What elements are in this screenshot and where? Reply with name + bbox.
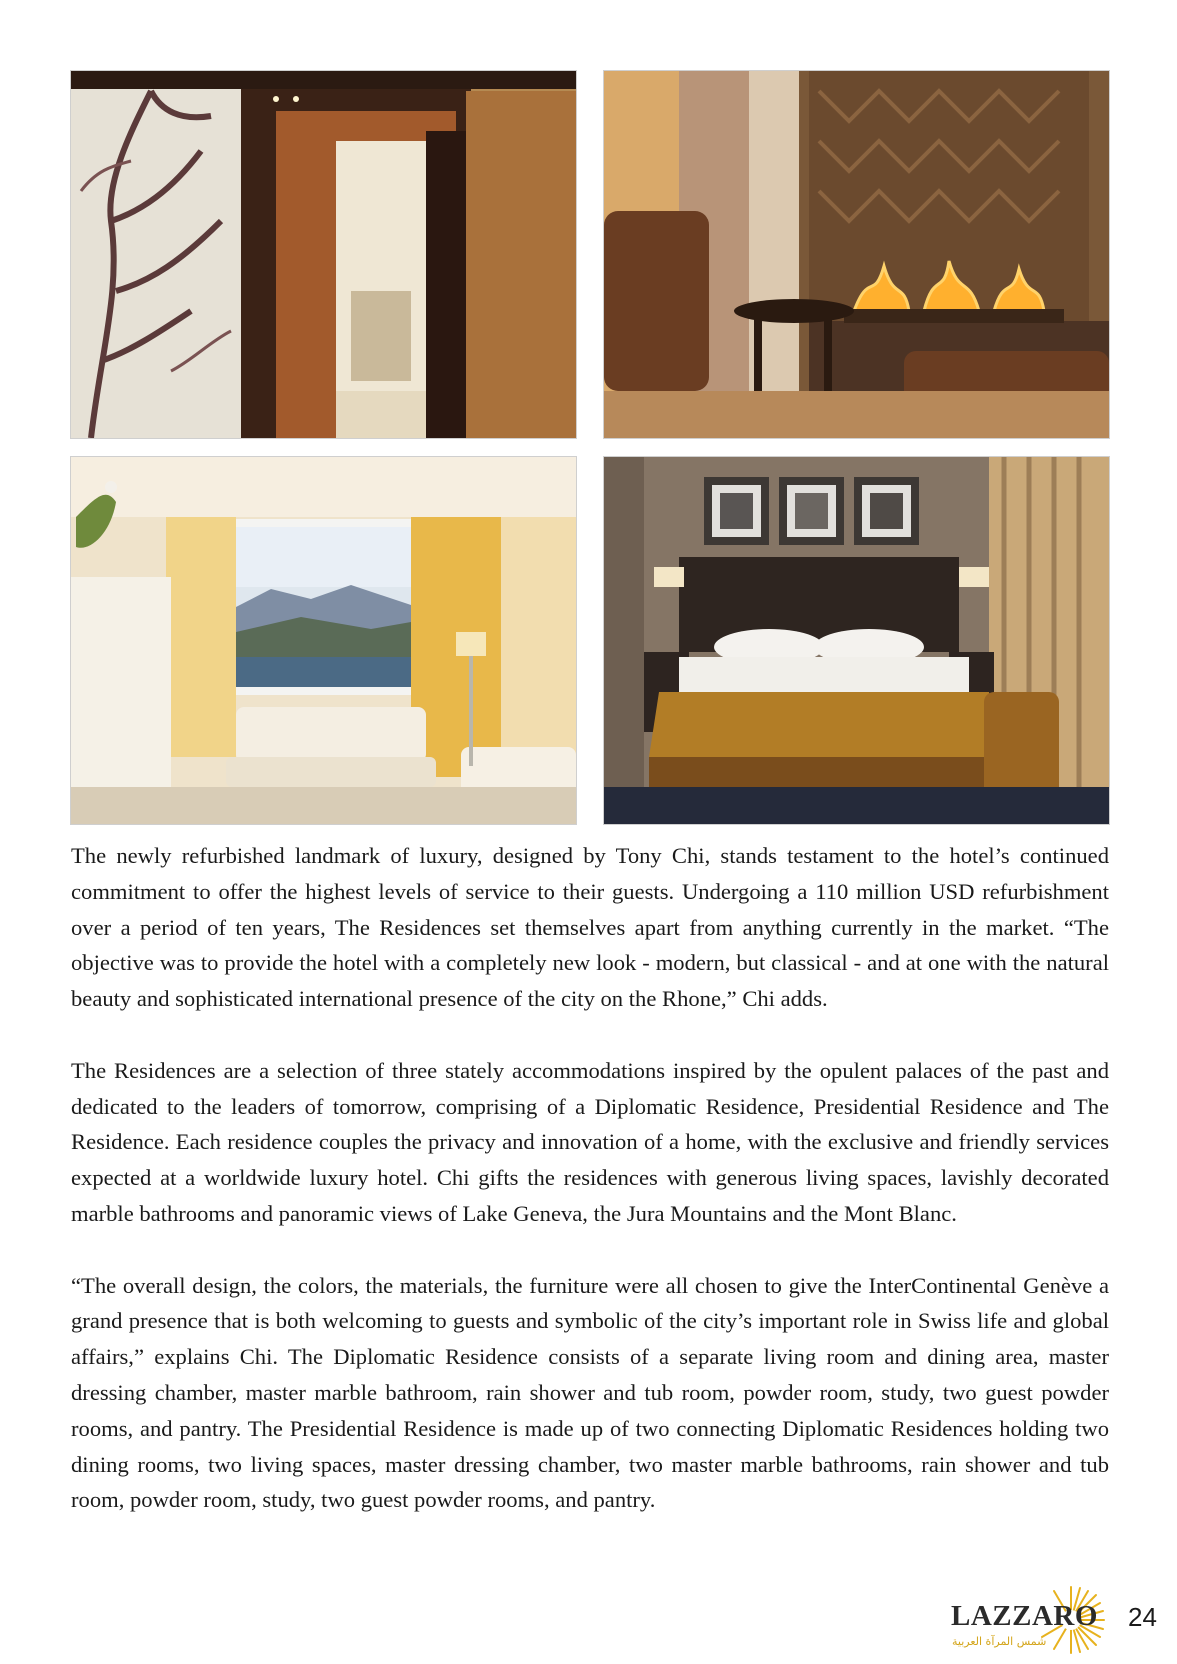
bedroom-photo: [604, 457, 1109, 824]
lazzaro-logo: [946, 1585, 1116, 1655]
logo-wordmark: LAZZARO: [951, 1600, 1098, 1632]
page-number: 24: [1128, 1602, 1157, 1632]
article-paragraph-2: The Residences are a selection of three stately accommodations inspired by the opulent palaces of the past and dedicated to the leaders of tomorrow, comprising of a Diplomatic Residence, Presidential Residence and The Residence. Each residence couples the privacy and innovation of a home, with the exclusive and friendly services expected at a worldwide luxury hotel. Chi gifts the residences with generous living spaces, lavishly decorated marble bathrooms and panoramic views of Lake Geneva, the Jura Mountains and the Mont Blanc.: [71, 1057, 1109, 1226]
logo-arabic-subtitle: شمس المرآة العربية: [952, 1635, 1047, 1648]
article-paragraph-1: The newly refurbished landmark of luxury, designed by Tony Chi, stands testament to the hotel’s continued commitment to offer the highest levels of service to their guests. Undergoing a 110 million USD refurbishment over a period of ten years, The Residences set themselves apart from anything currently in the market. “The objective was to provide the hotel with a completely new look - modern, but classical - and at one with the natural beauty and sophisticated international presence of the city on the Rhone,” Chi adds.: [71, 843, 1109, 1012]
living-room-view-photo: [71, 457, 576, 824]
article-paragraph-3: “The overall design, the colors, the materials, the furniture were all chosen to give the InterContinental Genève a grand presence that is both welcoming to guests and symbolic of the city’s important role in Swiss life and global affairs,” explains Chi. The Diplomatic Residence consists of a separate living room and dining area, master dressing chamber, master marble bathroom, rain shower and tub room, powder room, study, two guest powder rooms, and pantry. The Presidential Residence is made up of two connecting Diplomatic Residences holding two dining rooms, two living spaces, master dressing chamber, two master marble bathrooms, rain shower and tub room, powder room, study, two guest powder rooms, and pantry.: [71, 1272, 1109, 1513]
fireplace-lounge-photo: [604, 71, 1109, 438]
article-body: [71, 838, 1109, 1518]
lobby-doorway-photo: [71, 71, 576, 438]
